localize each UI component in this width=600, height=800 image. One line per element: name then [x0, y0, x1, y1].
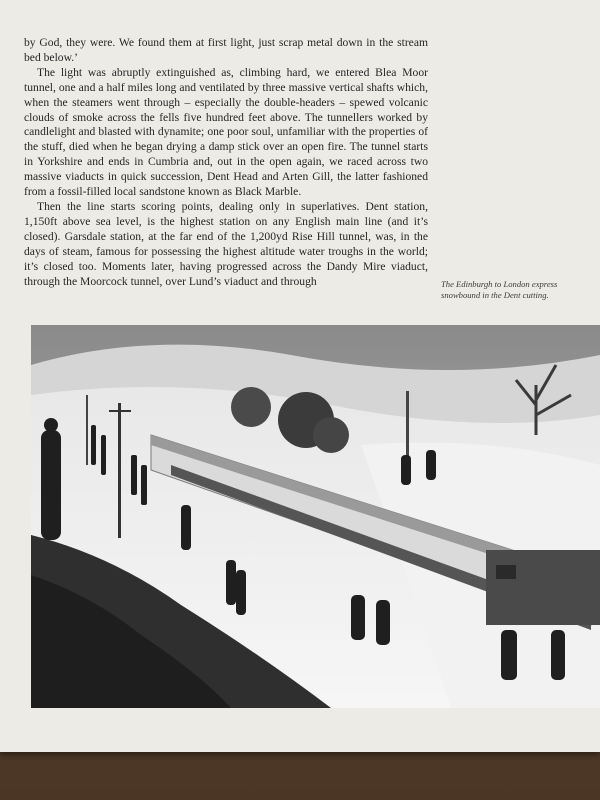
paragraph-3: Then the line starts scoring points, dealing only in superlatives. Dent station, 1,150ft above sea level, is the highest station on any English main line (and it’s closed). Garsdale station, at the far end of the 1,200yd Rise Hill tunnel, was, in the days of steam, famous for possessing the highest altitude water troughs in the world; it’s closed too. Moments later, having progressed across the Dandy Mire viaduct, through the Moorcock tunnel, over Lund’s viaduct and through	[24, 199, 428, 288]
snowbound-train-photo	[31, 325, 600, 708]
paragraph-1: by God, they were. We found them at first light, just scrap metal down in the stream bed below.’	[24, 36, 428, 64]
paragraph-2: The light was abruptly extinguished as, climbing hard, we entered Blea Moor tunnel, one and a half miles long and ventilated by three massive vertical shafts which, when the steamers went through – especially the double-headers – spewed volcanic clouds of smoke across the fells five hundred feet above. The tunnellers worked by candlelight and blasted with dynamite; one poor soul, unfamiliar with the properties of the stuff, died when he began drying a damp stick over an open fire. The tunnel starts in Yorkshire and ends in Cumbria and, out in the open again, we raced across two massive viaducts in quick succession, Dent Head and Arten Gill, the latter fashioned from a fossil-filled local sandstone known as Black Marble.	[24, 65, 428, 199]
body-text	[24, 36, 428, 289]
photo-caption: The Edinburgh to London express snowbound in the Dent cutting.	[441, 279, 558, 300]
